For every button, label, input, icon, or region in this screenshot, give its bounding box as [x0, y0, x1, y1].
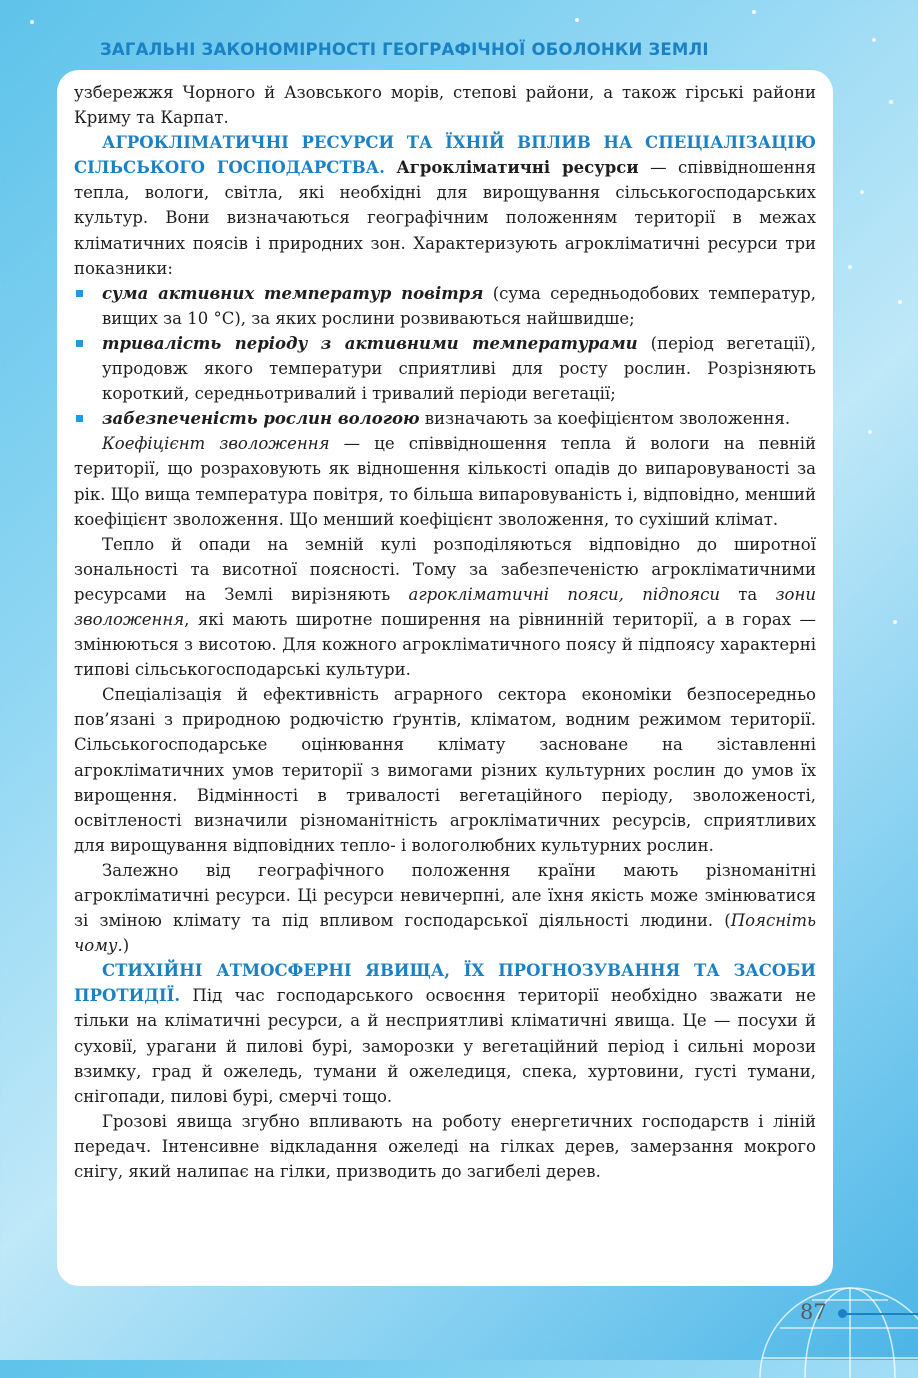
specialization-paragraph: Спеціалізація й ефективність аграрного сектора економіки безпосередньо пов’язані з природною родючістю ґрунтів, кліматом, водним режимом території. Сільськогосподарське оцінювання клімату засноване на зіставленні агрокліматичних умов території з вимогами різних культурних рослин до умов їх вирощення. Відмінності в тривалості вегетаційного періоду, зволоженості, освітленості визначили різноманітність агрокліматичних ресурсів, сприятливих для вирощування відповідних тепло- і вологолюбних культурних рослин. [74, 685, 816, 855]
dependence-paragraph [74, 858, 816, 958]
thunderstorm-paragraph: Грозові явища згубно впливають на роботу енергетичних господарств і ліній передач. Інтенсивне відкладання ожеледі на гілках дерев, замерзання мокрого снігу, який налипає на гілки, призводить до загибелі дерев. [74, 1111, 816, 1182]
list-item [74, 281, 816, 331]
moisture-coefficient-text: — це співвідношення тепла й вологи на певній території, що розраховують як відношення кількості опадів до випаровуваності за рік. Що вища температура повітря, то більша випаровуваність і, відповідно, менший коефіцієнт зволоження. Що менший коефіцієнт зволоження, то сухіший клімат. [74, 434, 817, 529]
list-item-term: забезпеченість рослин вологою [102, 409, 420, 429]
section-agroclimate [74, 130, 816, 281]
list-item-term: тривалість періоду з активними температурами [102, 333, 638, 353]
list-item-term: сума активних температур повітря [102, 283, 484, 303]
page-number: 87 [800, 1300, 827, 1324]
intro-paragraph: узбережжя Чорного й Азовського морів, степові райони, а також гірські райони Криму та Карпат. [74, 83, 816, 128]
page-number-dot [838, 1309, 847, 1318]
list-item [74, 331, 816, 406]
square-bullet-icon [76, 340, 83, 347]
text-fragment: та [719, 584, 776, 604]
globe-icon [750, 1268, 918, 1378]
section-hazards-text: Під час господарського освоєння території необхідно зважати не тільки на кліматичні ресурси, а й несприятливі кліматичні явища. Це — посухи й суховії, урагани й пилові бурі, заморозки у вегетаційний період і сильні морози взимку, град й ожеледь, тумани й ожеледиця, спека, хуртовини, густі тумани, снігопади, пилові бурі, смерчі тощо. [74, 986, 816, 1106]
square-bullet-icon [76, 415, 83, 422]
term-moisture-zones: зони зволоження [74, 584, 816, 629]
square-bullet-icon [76, 290, 83, 297]
list-item-text: (сума середньодобових температур, вищих за 10 °С), за яких рослини розвиваються найшвидше; [102, 283, 816, 328]
list-item-text: (період вегетації), упродовж якого температури сприятливі для росту рослин. Розрізняють короткий, середньотривалий і тривалий періоди вегетації; [102, 333, 816, 404]
section-hazards [74, 958, 816, 1109]
text-fragment: Тепло й опади на земній кулі розподіляються відповідно до широтної зональності та висотної поясності. Тому за забезпеченістю агрокліматичними ресурсами на Землі вирізняють [74, 534, 816, 604]
list-item-text: визначають за коефіцієнтом зволоження. [419, 409, 791, 429]
indicator-list [74, 281, 816, 432]
page-content [74, 80, 816, 1184]
page-number-line [844, 1313, 918, 1315]
term-agroclimatic-belts: агрокліматичні пояси, підпояси [408, 584, 720, 604]
list-item [74, 406, 816, 431]
section-heading-hazards: СТИХІЙНІ АТМОСФЕРНІ ЯВИЩА, ЇХ ПРОГНОЗУВАННЯ ТА ЗАСОБИ ПРОТИДІЇ. [74, 961, 816, 1006]
text-fragment: ) [122, 936, 130, 956]
heat-precipitation-paragraph [74, 532, 816, 683]
term-agroclimatic-resources: Агрокліматичні ресурси [396, 158, 639, 178]
page-header: ЗАГАЛЬНІ ЗАКОНОМІРНОСТІ ГЕОГРАФІЧНОЇ ОБОЛОНКИ ЗЕМЛІ [100, 40, 709, 59]
explain-prompt: Поясніть чому. [74, 911, 816, 956]
text-fragment: Залежно від географічного положення країни мають різноманітні агрокліматичні ресурси. Ці ресурси невичерпні, але їхня якість може змінюватися зі зміною клімату та під впливом господарської діяльності людини. ( [74, 860, 816, 931]
term-moisture-coefficient: Коефіцієнт зволоження [102, 434, 330, 454]
moisture-coefficient-paragraph [74, 431, 816, 531]
section-agroclimate-text: — співвідношення тепла, вологи, світла, які необхідні для вирощування сільськогосподарських культур. Вони визначаються географічним положенням території в межах кліматичних поясів і природних зон. Характеризують агрокліматичні ресурси три показники: [74, 158, 817, 278]
section-heading-agroclimate: АГРОКЛІМАТИЧНІ РЕСУРСИ ТА ЇХНІЙ ВПЛИВ НА СПЕЦІАЛІЗАЦІЮ СІЛЬСЬКОГО ГОСПОДАРСТВА. [74, 133, 816, 178]
text-fragment: , які мають широтне поширення на рівнинній території, а в горах — змінюються з висотою. Для кожного агрокліматичного поясу й підпоясу характерні типові сільськогосподарські культури. [74, 609, 816, 680]
